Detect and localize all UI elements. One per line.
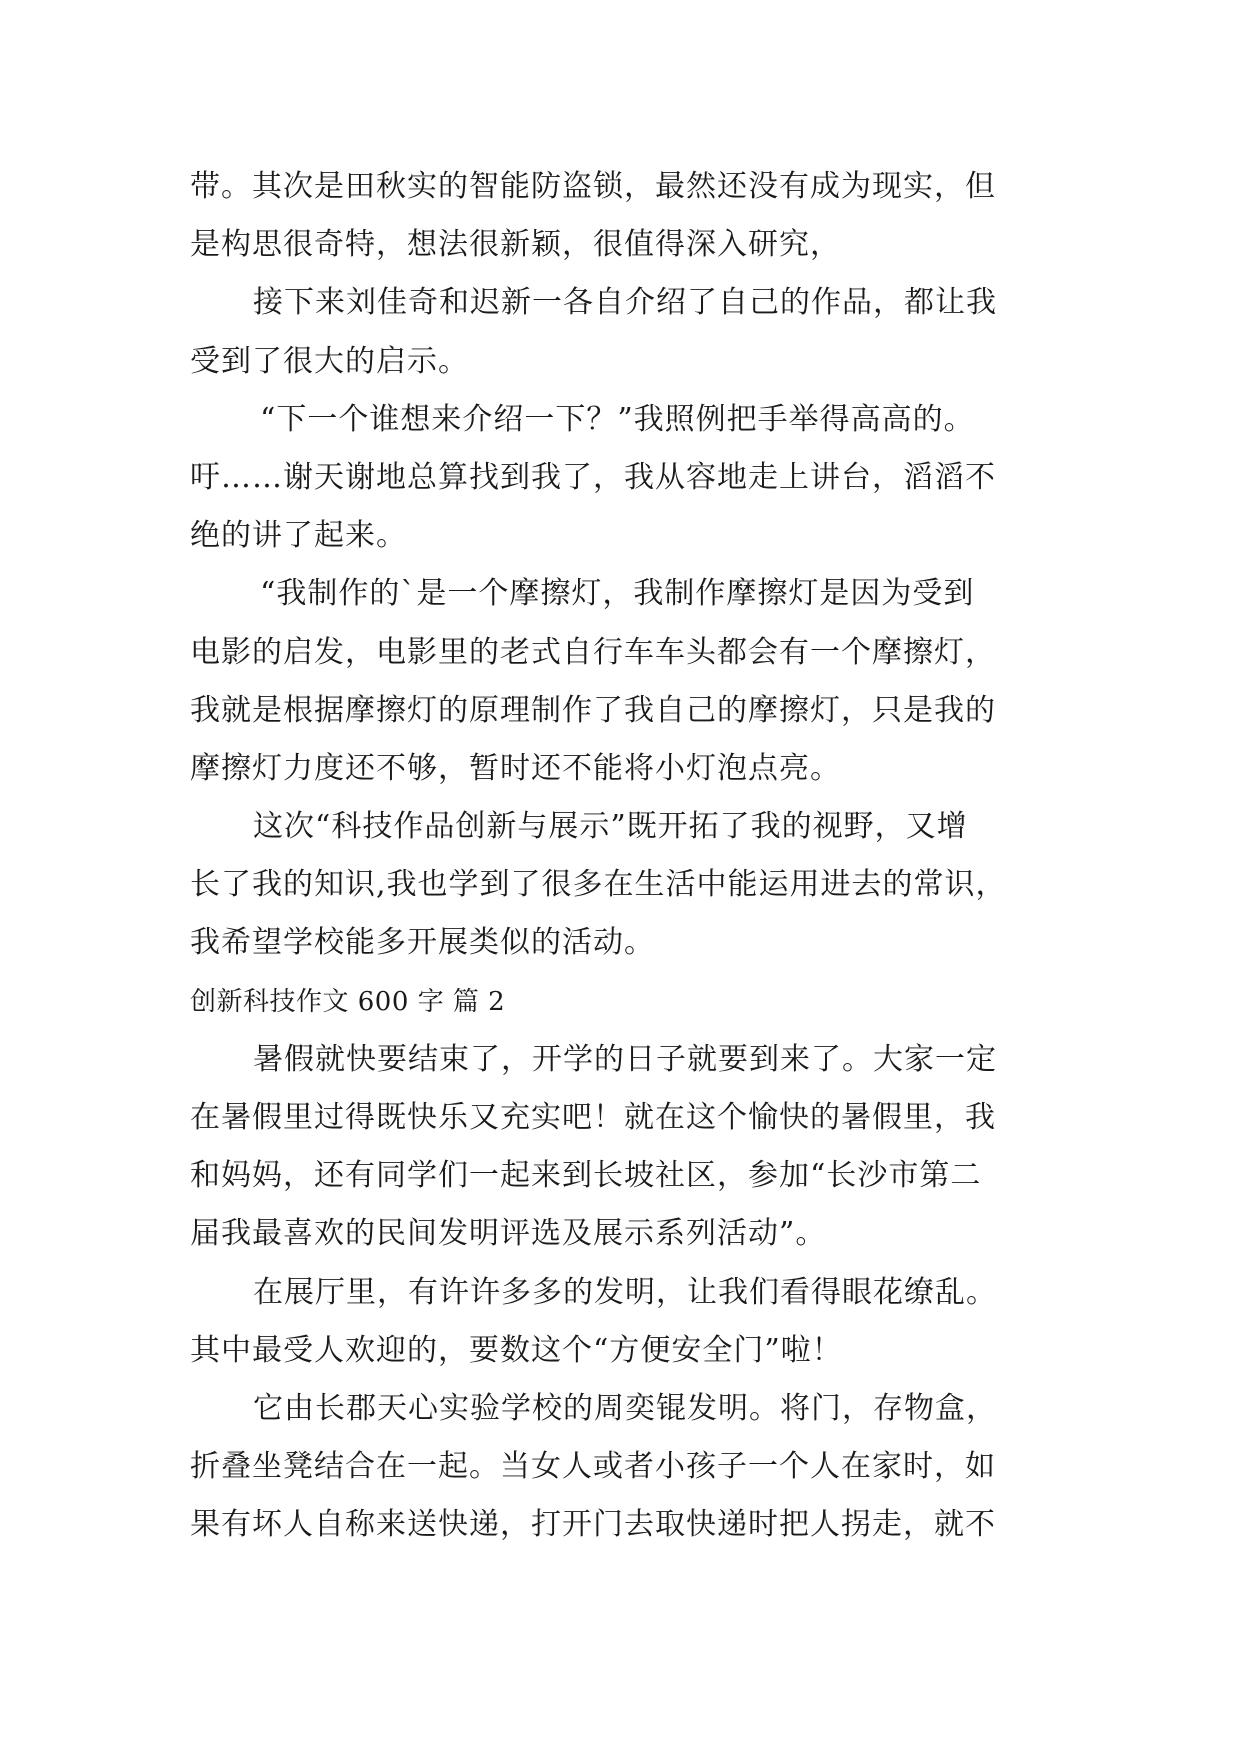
text-line: 带。其次是田秋实的智能防盗锁，最然还没有成为现实，但: [190, 169, 996, 204]
text-line: 在展厅里，有许许多多的发明，让我们看得眼花缭乱。: [253, 1274, 997, 1310]
text-line: 暑假就快要结束了，开学的日子就要到来了。大家一定: [253, 1041, 997, 1077]
text-line: “我制作的`是一个摩擦灯，我制作摩擦灯是因为受到: [260, 576, 975, 612]
text-line: 我希望学校能多开展类似的活动。: [190, 925, 655, 961]
text-line: 吁……谢天谢地总算找到我了，我从容地走上讲台，滔滔不: [190, 459, 996, 495]
text-line: 这次“科技作品创新与展示”既开拓了我的视野，又增: [253, 809, 968, 845]
text-line: 在暑假里过得既快乐又充实吧！就在这个愉快的暑假里，我: [190, 1100, 996, 1135]
text-line: 绝的讲了起来。: [190, 518, 407, 554]
text-line: 我就是根据摩擦灯的原理制作了我自己的摩擦灯，只是我的: [190, 692, 996, 728]
article-body: [190, 158, 1070, 1555]
text-line: 电影的启发，电影里的老式自行车车头都会有一个摩擦灯，: [190, 634, 996, 670]
text-line: 是构思很奇特，想法很新颖，很值得深入研究，: [190, 227, 841, 263]
text-line: “下一个谁想来介绍一下？”我照例把手举得高高的。: [260, 401, 975, 437]
text-line: 届我最喜欢的民间发明评选及展示系列活动”。: [190, 1216, 827, 1252]
section-heading: 创新科技作文 600 字 篇 2: [190, 986, 506, 1017]
text-line: 接下来刘佳奇和迟新一各自介绍了自己的作品，都让我: [253, 285, 997, 321]
text-line: 折叠坐凳结合在一起。当女人或者小孩子一个人在家时，如: [190, 1449, 996, 1485]
text-line: 长了我的知识,我也学到了很多在生活中能运用进去的常识，: [190, 867, 1007, 903]
text-line: 其中最受人欢迎的，要数这个“方便安全门”啦！: [190, 1332, 843, 1368]
text-line: 和妈妈，还有同学们一起来到长坡社区，参加“长沙市第二: [190, 1158, 982, 1194]
text-line: 果有坏人自称来送快递，打开门去取快递时把人拐走，就不: [190, 1507, 996, 1543]
text-line: 摩擦灯力度还不够，暂时还不能将小灯泡点亮。: [190, 750, 841, 786]
text-line: 它由长郡天心实验学校的周奕锟发明。将门，存物盒，: [253, 1390, 997, 1426]
text-line: 受到了很大的启示。: [190, 343, 469, 379]
